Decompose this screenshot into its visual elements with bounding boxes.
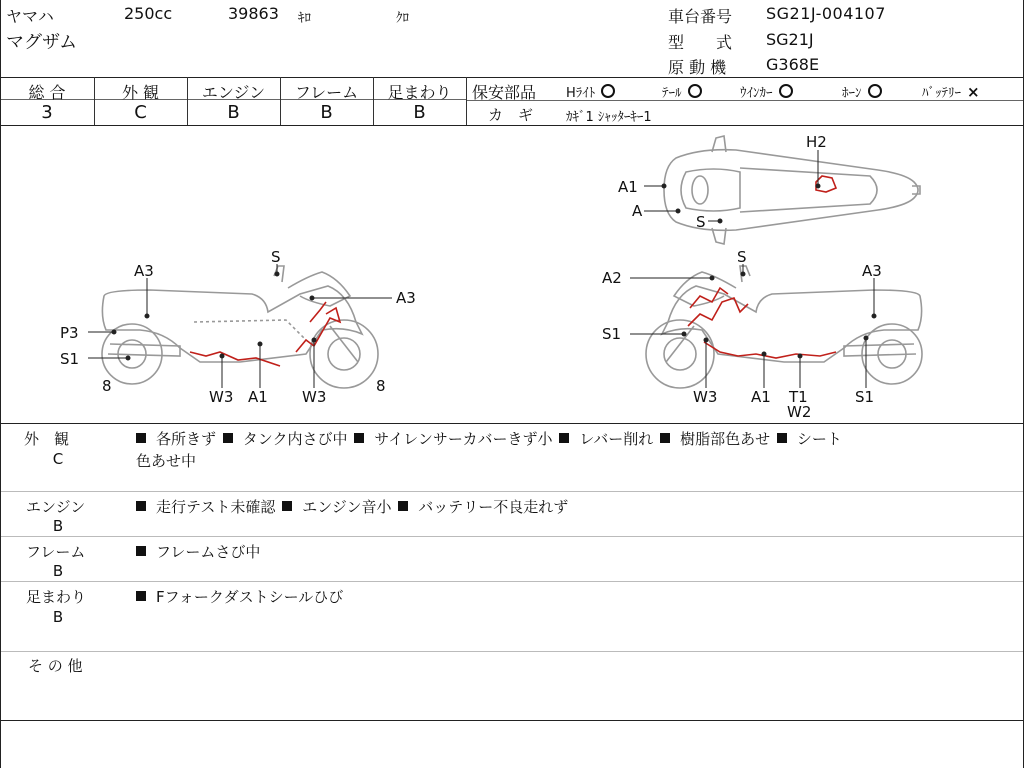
safety-battery-label: ﾊﾞｯﾃﾘｰ xyxy=(922,86,961,101)
key-label: カ ギ xyxy=(488,106,534,124)
notes-items xyxy=(136,428,842,449)
bullet-square-icon xyxy=(777,433,787,443)
engine-code: G368E xyxy=(766,55,820,74)
label-a3-right: A3 xyxy=(862,262,882,280)
note-item: バッテリー不良走れず xyxy=(418,498,569,516)
label-t1-right: T1 xyxy=(789,388,808,406)
ok-circle-icon xyxy=(688,84,702,98)
safety-winker-label: ｳｲﾝｶｰ xyxy=(740,86,773,101)
frame-no-label: 車台番号 xyxy=(668,7,733,26)
label-a1-right: A1 xyxy=(751,388,771,406)
model-code-label: 型 式 xyxy=(668,33,733,52)
grade-frame-label: フレーム xyxy=(294,83,359,102)
scooter-right-view xyxy=(646,266,922,388)
safety-winker xyxy=(740,82,793,101)
bullet-square-icon xyxy=(136,546,146,556)
bullet-square-icon xyxy=(660,433,670,443)
notes-category: 足まわり xyxy=(26,588,87,606)
note-item: エンジン音小 xyxy=(302,498,392,516)
bullet-square-icon xyxy=(136,591,146,601)
mileage-unit: ｷﾛ xyxy=(298,11,311,26)
grade-overall-value: 3 xyxy=(41,102,53,123)
bullet-square-icon xyxy=(398,501,408,511)
label-a1-top: A1 xyxy=(618,178,638,196)
label-p3-left: P3 xyxy=(60,324,79,342)
grade-suspension-label: 足まわり xyxy=(387,83,452,102)
engine-code-label: 原 動 機 xyxy=(668,58,727,77)
frame-no: SG21J-004107 xyxy=(766,4,886,23)
bullet-square-icon xyxy=(559,433,569,443)
note-item: シート xyxy=(796,430,842,448)
grade-engine-label: エンジン xyxy=(201,83,266,102)
ok-circle-icon xyxy=(779,84,793,98)
safety-battery xyxy=(922,82,980,101)
label-w3-left-a: W3 xyxy=(209,388,234,406)
label-w3-right: W3 xyxy=(693,388,718,406)
grade-frame-value: B xyxy=(320,102,333,123)
notes-category: 外 観 xyxy=(24,430,70,448)
bullet-square-icon xyxy=(136,433,146,443)
ng-cross-icon: × xyxy=(967,83,980,101)
ok-circle-icon xyxy=(868,84,882,98)
mileage: 39863 xyxy=(228,4,279,23)
note-item: 各所きず xyxy=(156,430,217,448)
label-w2-right: W2 xyxy=(787,403,812,421)
safety-horn xyxy=(842,82,882,101)
note-item: タンク内さび中 xyxy=(242,430,348,448)
label-8-left-b: 8 xyxy=(376,377,386,395)
label-w3-left-b: W3 xyxy=(302,388,327,406)
label-a2-right: A2 xyxy=(602,269,622,287)
label-a1-left: A1 xyxy=(248,388,268,406)
bullet-square-icon xyxy=(136,501,146,511)
label-s1-left: S1 xyxy=(60,350,80,368)
note-item: フレームさび中 xyxy=(156,543,261,561)
bullet-square-icon xyxy=(223,433,233,443)
notes-grade: B xyxy=(52,562,64,580)
note-item: サイレンサーカバーきず小 xyxy=(374,430,553,448)
note-item: 樹脂部色あせ xyxy=(680,430,771,448)
safety-tail-label: ﾃｰﾙ xyxy=(662,86,682,101)
scooter-left-view xyxy=(102,266,378,388)
maker: ヤマハ xyxy=(6,7,54,26)
ok-circle-icon xyxy=(601,84,615,98)
safety-headlight-label: Hﾗｲﾄ xyxy=(566,86,596,101)
notes-category: そ の 他 xyxy=(28,657,83,675)
safety-tail xyxy=(662,82,702,101)
bullet-square-icon xyxy=(282,501,292,511)
grade-exterior-label: 外 観 xyxy=(121,83,160,102)
model-name: マグザム xyxy=(6,32,78,53)
notes-items xyxy=(136,586,343,607)
bullet-square-icon xyxy=(354,433,364,443)
note-item: 走行テスト未確認 xyxy=(156,498,276,516)
label-s-left: S xyxy=(271,248,281,266)
note-item: Fフォークダストシールひび xyxy=(156,588,344,606)
notes-items xyxy=(136,496,568,517)
label-h2: H2 xyxy=(806,133,827,151)
safety-headlight xyxy=(566,82,615,101)
color: ｸﾛ xyxy=(396,11,409,26)
label-a3-left-right: A3 xyxy=(396,289,416,307)
safety-horn-label: ﾎｰﾝ xyxy=(842,86,862,101)
note-item: レバー削れ xyxy=(579,430,654,448)
label-a-top: A xyxy=(632,202,643,220)
notes-grade: B xyxy=(52,608,64,626)
grade-overall-label: 総 合 xyxy=(28,83,66,102)
label-s-right: S xyxy=(737,248,747,266)
label-8-left-a: 8 xyxy=(102,377,112,395)
notes-grade: B xyxy=(52,517,64,535)
model-code: SG21J xyxy=(766,30,814,49)
label-a3-left-top: A3 xyxy=(134,262,154,280)
grade-engine-value: B xyxy=(227,102,240,123)
notes-category: エンジン xyxy=(26,498,86,516)
damage-diagram xyxy=(0,126,1024,422)
notes-category: フレーム xyxy=(26,543,86,561)
damage-marks xyxy=(190,176,836,366)
safety-label: 保安部品 xyxy=(472,83,537,102)
grade-suspension-value: B xyxy=(413,102,426,123)
grade-exterior-value: C xyxy=(134,102,147,123)
notes-items xyxy=(136,541,260,562)
notes-grade: C xyxy=(52,450,64,468)
displacement: 250cc xyxy=(124,4,173,23)
label-s-top: S xyxy=(696,213,706,231)
notes-continuation: 色あせ中 xyxy=(136,452,197,470)
label-s1b-right: S1 xyxy=(855,388,875,406)
key-value: ｶｷﾞ1 ｼｬｯﾀｰｷｰ1 xyxy=(566,110,652,125)
label-s1-right: S1 xyxy=(602,325,622,343)
